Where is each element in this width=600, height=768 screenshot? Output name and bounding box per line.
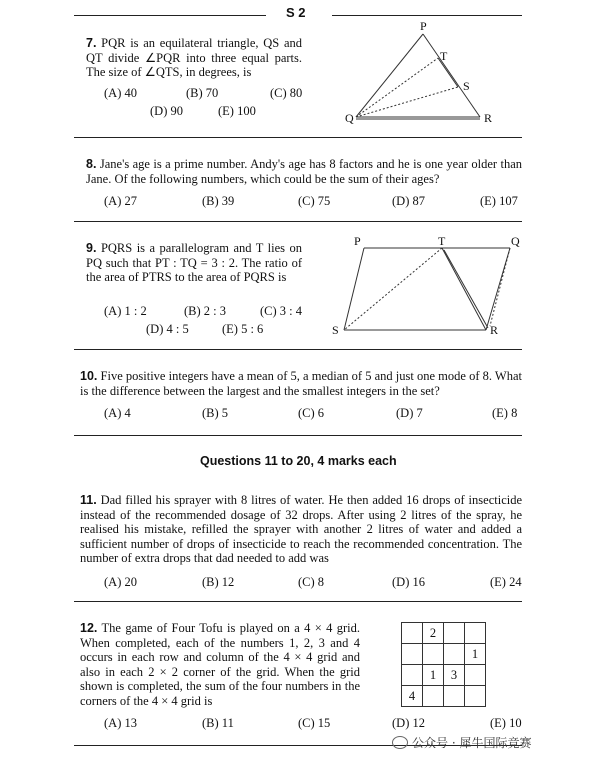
grid-cell	[465, 686, 486, 707]
question-number: 8.	[86, 157, 97, 171]
option-c[interactable]: (C) 15	[298, 716, 331, 730]
option-d[interactable]: (D) 16	[392, 575, 425, 589]
grid-cell	[465, 665, 486, 686]
question-text: Five positive integers have a mean of 5, a median of 5 and just one mode of 8. What is the difference between the largest and the smallest integers in the set?	[80, 369, 522, 398]
grid-cell	[444, 644, 465, 665]
vertex-q-label: Q	[345, 111, 354, 125]
vertex-s-label: S	[332, 323, 339, 337]
option-d[interactable]: (D) 87	[392, 194, 425, 208]
question-text: Dad filled his sprayer with 8 litres of water. He then added 16 drops of insecticide instead of the recommended dosage of 32 drops. After using 2 litres of the spray, he realised his mistake, refilled the sprayer with another 2 litres of water and added a sufficient number of drops of insecticide to reach the recommended concentration. The number of extra drops that dad needed to add was	[80, 493, 523, 566]
option-a[interactable]: (A) 1 : 2	[104, 304, 147, 318]
option-b[interactable]: (B) 2 : 3	[184, 304, 227, 318]
question-number: 9.	[86, 241, 97, 255]
grid-cell: 1	[423, 665, 444, 686]
option-c[interactable]: (C) 6	[298, 406, 325, 420]
question-text: PQR is an equilateral triangle, QS and QT divide ∠PQR into three equal parts. The size of ∠QTS, in degrees, is	[86, 36, 302, 80]
grid-cell: 4	[402, 686, 423, 707]
vertex-t-label: T	[438, 234, 446, 248]
option-e[interactable]: (E) 100	[218, 104, 256, 118]
question-text: The game of Four Tofu is played on a 4 × 4 grid. When completed, each of the numbers 1, 2, 3 and 4 occurs in each row and column of the 4 × 4 grid and also in each 2 × 2 corner of the grid. When the grid shown is completed, the sum of the four numbers in the corners of the 4 × 4 grid is	[80, 621, 361, 708]
triangle-figure	[340, 16, 500, 128]
question-11	[80, 493, 522, 566]
grid-cell: 2	[423, 623, 444, 644]
option-d[interactable]: (D) 90	[150, 104, 183, 118]
question-12	[80, 621, 360, 709]
question-number: 10.	[80, 369, 98, 383]
vertex-s-label: S	[463, 79, 470, 93]
option-b[interactable]: (B) 70	[186, 86, 219, 100]
question-number: 12.	[80, 621, 98, 635]
question-10	[80, 369, 522, 398]
option-c[interactable]: (C) 8	[298, 575, 325, 589]
option-a[interactable]: (A) 4	[104, 406, 131, 420]
option-e[interactable]: (E) 5 : 6	[222, 322, 264, 336]
watermark-text: 公众号 · 犀牛国际竞赛	[412, 736, 532, 750]
page-label: S 2	[286, 5, 306, 20]
grid-cell	[444, 686, 465, 707]
option-c[interactable]: (C) 3 : 4	[260, 304, 303, 318]
option-b[interactable]: (B) 39	[202, 194, 235, 208]
question-8	[86, 157, 522, 186]
grid-cell: 1	[465, 644, 486, 665]
grid-cell	[402, 623, 423, 644]
four-tofu-grid	[401, 622, 486, 707]
option-d[interactable]: (D) 4 : 5	[146, 322, 189, 336]
vertex-q-label: Q	[511, 234, 520, 248]
section-heading: Questions 11 to 20, 4 marks each	[200, 454, 397, 468]
option-b[interactable]: (B) 11	[202, 716, 234, 730]
question-9	[86, 241, 302, 285]
option-b[interactable]: (B) 12	[202, 575, 235, 589]
grid-cell	[444, 623, 465, 644]
parallelogram-figure	[330, 230, 530, 342]
vertex-t-label: T	[440, 49, 448, 63]
option-d[interactable]: (D) 12	[392, 716, 425, 730]
question-7	[86, 36, 302, 80]
option-e[interactable]: (E) 107	[480, 194, 518, 208]
option-c[interactable]: (C) 75	[298, 194, 331, 208]
option-d[interactable]: (D) 7	[396, 406, 423, 420]
option-e[interactable]: (E) 8	[492, 406, 518, 420]
vertex-p-label: P	[420, 19, 427, 33]
option-e[interactable]: (E) 24	[490, 575, 522, 589]
question-number: 7.	[86, 36, 97, 50]
option-c[interactable]: (C) 80	[270, 86, 303, 100]
option-a[interactable]: (A) 40	[104, 86, 137, 100]
grid-cell	[423, 644, 444, 665]
grid-cell: 3	[444, 665, 465, 686]
option-b[interactable]: (B) 5	[202, 406, 229, 420]
option-a[interactable]: (A) 20	[104, 575, 137, 589]
option-e[interactable]: (E) 10	[490, 716, 522, 730]
question-number: 11.	[80, 493, 97, 507]
option-a[interactable]: (A) 27	[104, 194, 137, 208]
vertex-r-label: R	[484, 111, 493, 125]
watermark	[392, 734, 531, 751]
vertex-r-label: R	[490, 323, 499, 337]
option-a[interactable]: (A) 13	[104, 716, 137, 730]
grid-cell	[402, 665, 423, 686]
wechat-icon	[392, 736, 408, 749]
vertex-p-label: P	[354, 234, 361, 248]
grid-cell	[402, 644, 423, 665]
question-text: Jane's age is a prime number. Andy's age has 8 factors and he is one year older than Jane. Of the following numbers, which could be the sum of their ages?	[86, 157, 522, 186]
grid-cell	[465, 623, 486, 644]
grid-cell	[423, 686, 444, 707]
question-text: PQRS is a parallelogram and T lies on PQ such that PT : TQ = 3 : 2. The ratio of the area of PTRS to the area of PQRS is	[86, 241, 303, 285]
